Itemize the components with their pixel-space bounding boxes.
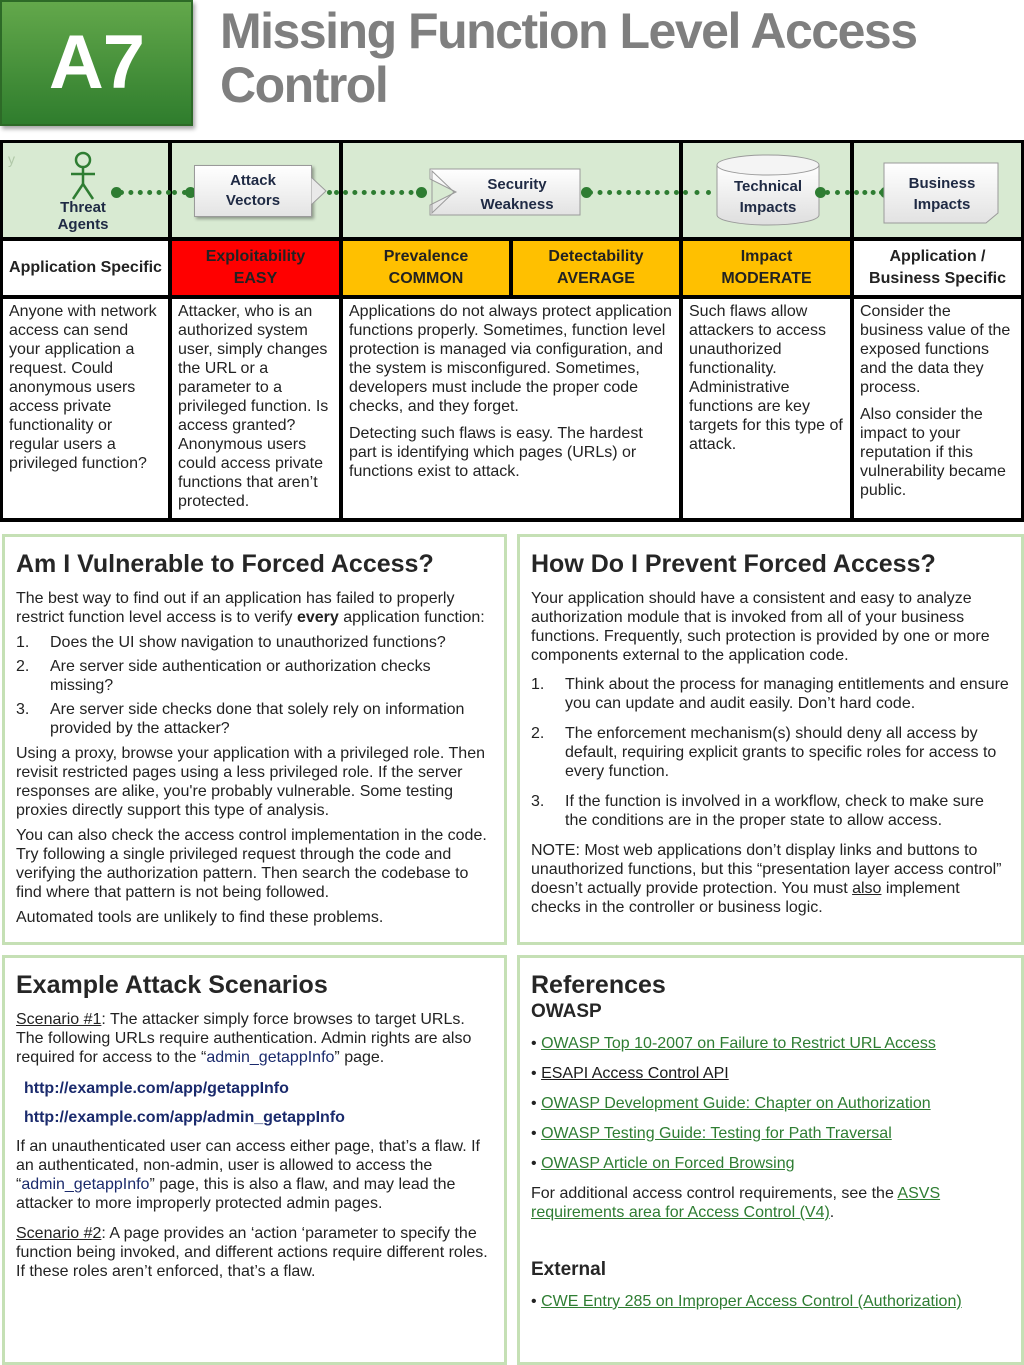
prevalence-value: COMMON: [388, 270, 464, 287]
rating-detectability: [513, 241, 679, 295]
list-item: 3. If the function is involved in a workflow, check to make sure the conditions are in the proper state to allow access.: [531, 793, 984, 829]
reference-item: • CWE Entry 285 on Improper Access Control (Authorization): [531, 1293, 962, 1310]
reference-item: • ESAPI Access Control API: [531, 1065, 729, 1082]
attack-vectors-box: [194, 165, 312, 217]
reference-item: • OWASP Testing Guide: Testing for Path Traversal: [531, 1125, 892, 1142]
desc-business-impacts: [854, 299, 1021, 518]
impact-label: Impact: [740, 248, 793, 265]
example-url-2: http://example.com/app/admin_getappInfo: [24, 1109, 345, 1126]
flow-node-dot: [581, 187, 592, 198]
reference-link[interactable]: CWE Entry 285 on Improper Access Control (Authorization): [541, 1293, 962, 1310]
flow-cell-threat: [3, 143, 168, 237]
flow-node-dot: [111, 187, 122, 198]
prevent-steps: [531, 675, 1010, 830]
person-icon: [67, 151, 99, 201]
flow-connector: [343, 190, 423, 195]
reference-link[interactable]: OWASP Testing Guide: Testing for Path Traversal: [541, 1125, 892, 1142]
rating-impact: [683, 241, 850, 295]
desc-attack-vectors: [172, 299, 339, 518]
vulnerable-title: Am I Vulnerable to Forced Access?: [16, 550, 434, 578]
flow-connector: [683, 190, 711, 195]
vulnerable-code-review-text: You can also check the access control implementation in the code. Try following a single privileged request through the code and verifying the authorization pattern. Then search the codebase to find where that pattern is not being followed.: [16, 827, 487, 901]
reference-link[interactable]: ESAPI Access Control API: [541, 1065, 729, 1082]
flow-cell-technical: [683, 143, 850, 237]
attack-vectors-label: Attack Vectors: [225, 172, 281, 209]
asvs-text: For additional access control requirements, see the ASVS requirements area for Access Control (V4).: [531, 1185, 941, 1221]
asvs-link[interactable]: ASVS requirements area for Access Control (V4): [531, 1185, 941, 1221]
detectability-value: AVERAGE: [557, 270, 635, 287]
business-description-2: Also consider the impact to your reputation if this vulnerability became public.: [860, 406, 1006, 499]
arrow-head-icon: [311, 177, 327, 205]
owasp-heading: OWASP: [531, 1001, 602, 1022]
risk-table: [0, 140, 1024, 522]
vulnerable-proxy-text: Using a proxy, browse your application with a privileged role. Then revisit restricted pages using a less privileged role. If the server responses are alike, you're probably vulnerable. Some testing proxies directly support this type of analysis.: [16, 745, 485, 819]
application-specific-label: Application Specific: [9, 259, 162, 276]
business-rating-line1: Application /: [889, 248, 986, 265]
page-title: Missing Function Level Access Control: [220, 3, 917, 113]
flow-cell-business: [854, 143, 1021, 237]
technical-impacts-label: Technical Impacts: [733, 178, 803, 216]
vulnerable-panel: [2, 534, 507, 945]
scenario-1-label: Scenario #1: [16, 1011, 102, 1028]
business-description-1: Consider the business value of the exposed functions and the data they process.: [860, 303, 1011, 396]
flow-connector: [825, 190, 850, 195]
reference-item: • OWASP Top 10-2007 on Failure to Restrict URL Access: [531, 1035, 936, 1052]
stray-mark: y: [8, 151, 15, 167]
flow-cell-weakness: [343, 143, 679, 237]
threat-agents-label: Threat Agents: [57, 199, 109, 233]
external-heading: External: [531, 1259, 606, 1280]
exploitability-value: EASY: [233, 270, 278, 287]
reference-link[interactable]: OWASP Article on Forced Browsing: [541, 1155, 795, 1172]
a7-badge: A7: [0, 0, 193, 126]
scenario-1-explanation: If an unauthenticated user can access either page, that’s a flaw. If an authenticated, non-admin, user is allowed to access the “admin_getappInfo” page, this is also a flaw, and may lead the attacker to more improperly protected admin pages.: [16, 1138, 480, 1212]
flow-cell-attack: [172, 143, 339, 237]
prevent-title: How Do I Prevent Forced Access?: [531, 550, 936, 578]
attack-description: Attacker, who is an authorized system user, simply changes the URL or a parameter to a privileged function. Is access granted? Anonymous users could access private functions that aren’t protected.: [178, 303, 329, 510]
list-item: 2. The enforcement mechanism(s) should deny all access by default, requiring explicit grants to specific roles for access to every function.: [531, 725, 997, 780]
business-impacts-label: Business Impacts: [908, 175, 976, 213]
vulnerable-tools-text: Automated tools are unlikely to find these problems.: [16, 909, 384, 926]
scenarios-title: Example Attack Scenarios: [16, 971, 328, 999]
desc-threat-agents: [3, 299, 168, 518]
prevent-intro: Your application should have a consistent and easy to analyze authorization module that is invoked from all of your business functions. Frequently, such protection is provided by one or more components external to the application code.: [531, 590, 990, 664]
vulnerable-checklist: [16, 633, 493, 738]
list-item: 3. Are server side checks done that solely rely on information provided by the attacker?: [16, 701, 465, 737]
reference-item: • OWASP Development Guide: Chapter on Authorization: [531, 1095, 931, 1112]
reference-link[interactable]: OWASP Development Guide: Chapter on Authorization: [541, 1095, 931, 1112]
reference-link[interactable]: OWASP Top 10-2007 on Failure to Restrict URL Access: [541, 1035, 936, 1052]
vulnerable-intro: The best way to find out if an application has failed to properly restrict function level access is to verify every application function:: [16, 590, 485, 626]
weakness-description-1: Applications do not always protect application functions properly. Sometimes, function level protection is managed via configuration, and the system is misconfigured. Sometimes, developers must include the proper code checks, and they forget.: [349, 303, 672, 415]
rating-prevalence: [343, 241, 509, 295]
exploitability-label: Exploitability: [205, 248, 306, 265]
desc-security-weakness: [343, 299, 679, 518]
scenario-1-text: Scenario #1: The attacker simply force browses to target URLs. The following URLs require authentication. Admin rights are also required for access to the “admin_getappInfo” page.: [16, 1011, 472, 1066]
flow-connector: [327, 190, 339, 195]
threat-description: Anyone with network access can send your application a request. Could anonymous users access private functionality or regular users a privileged function?: [9, 303, 157, 472]
rating-exploitability: [172, 241, 339, 295]
list-item: 2. Are server side authentication or authorization checks missing?: [16, 658, 431, 694]
flow-connector: [119, 190, 171, 195]
scenario-2-text: Scenario #2: A page provides an ‘action ‘parameter to specify the function being invoked, and different actions require different roles. If these roles aren’t enforced, that’s a flaw.: [16, 1225, 488, 1280]
security-weakness-label: Security Weakness: [480, 176, 554, 213]
list-item: 1. Does the UI show navigation to unauthorized functions?: [16, 634, 446, 651]
references-panel: [517, 955, 1024, 1365]
impact-value: MODERATE: [721, 270, 812, 287]
business-rating-line2: Business Specific: [869, 270, 1006, 287]
references-title: References: [531, 971, 666, 999]
prevalence-label: Prevalence: [383, 248, 469, 265]
flow-node-dot: [416, 187, 427, 198]
list-item: 1. Think about the process for managing entitlements and ensure you can update and audit easily. Don’t hard code.: [531, 676, 1009, 712]
technical-description: Such flaws allow attackers to access unauthorized functionality. Administrative functions are key targets for this type of attack.: [689, 303, 843, 453]
scenario-2-label: Scenario #2: [16, 1225, 102, 1242]
rating-threat-agents: [3, 241, 168, 295]
prevent-note: NOTE: Most web applications don’t display links and buttons to unauthorized functions, but this “presentation layer access control” doesn’t actually provide protection. You must also implement checks in the controller or business logic.: [531, 842, 1002, 916]
weakness-description-2: Detecting such flaws is easy. The hardest part is identifying which pages (URLs) or functions exist to attack.: [349, 425, 643, 480]
rating-business: [854, 241, 1021, 295]
prevent-panel: [517, 534, 1024, 945]
detectability-label: Detectability: [548, 248, 644, 265]
desc-technical-impacts: [683, 299, 850, 518]
reference-item: • OWASP Article on Forced Browsing: [531, 1155, 795, 1172]
example-url-1: http://example.com/app/getappInfo: [24, 1080, 289, 1097]
scenarios-panel: [2, 955, 507, 1365]
flow-connector: [588, 190, 679, 195]
